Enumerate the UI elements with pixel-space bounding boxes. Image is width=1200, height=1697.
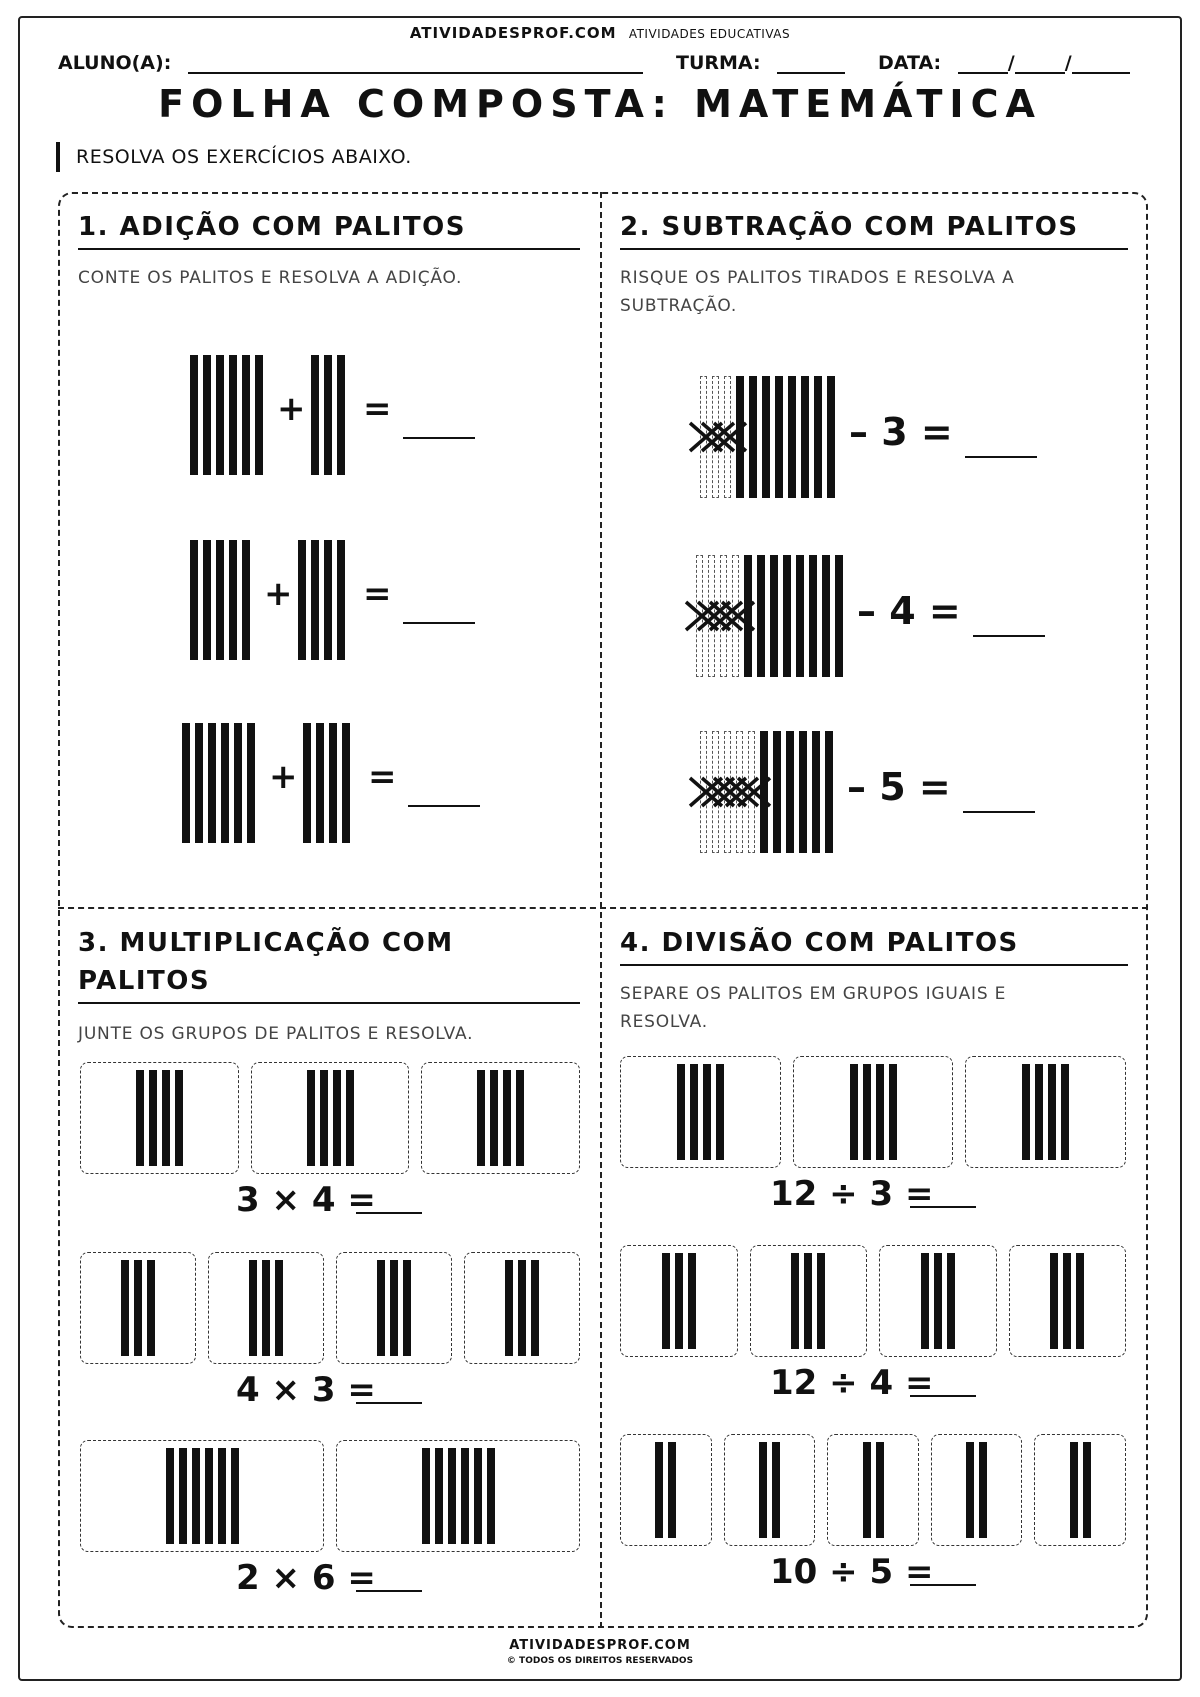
answer-line[interactable] [356, 1590, 422, 1592]
stick-group-box [931, 1434, 1023, 1546]
stick [190, 540, 198, 660]
aluno-line[interactable] [188, 54, 643, 74]
stick [166, 1448, 174, 1544]
stick [762, 376, 770, 498]
stick [516, 1070, 524, 1166]
division-expression: 12 ÷ 3 = [770, 1174, 934, 1214]
stick [503, 1070, 511, 1166]
stick [677, 1064, 685, 1160]
stick [320, 1070, 328, 1166]
division-expression: 12 ÷ 4 = [770, 1363, 934, 1403]
site-header [0, 24, 1200, 42]
stick [703, 1064, 711, 1160]
stick [203, 355, 211, 475]
stick [1063, 1253, 1071, 1349]
stick [1061, 1064, 1069, 1160]
stick [179, 1448, 187, 1544]
plus-sign: + [277, 389, 306, 429]
stick [307, 1070, 315, 1166]
stick [229, 540, 237, 660]
answer-line[interactable] [403, 437, 475, 439]
stick [822, 555, 830, 677]
answer-line[interactable] [403, 622, 475, 624]
stick [461, 1448, 469, 1544]
stick [531, 1260, 539, 1356]
stick [216, 540, 224, 660]
stick-group-box [336, 1440, 580, 1552]
stick [208, 723, 216, 843]
cross-marks [690, 772, 770, 812]
stick [275, 1260, 283, 1356]
answer-line[interactable] [963, 811, 1035, 813]
month-line[interactable] [1015, 54, 1065, 74]
stick-group-box [724, 1434, 816, 1546]
stick [329, 723, 337, 843]
day-line[interactable] [958, 54, 1008, 74]
stick [921, 1253, 929, 1349]
answer-line[interactable] [910, 1584, 976, 1586]
stick [786, 731, 794, 853]
stick [655, 1442, 663, 1538]
subtraction-expression: – 3 = [849, 410, 953, 454]
stick [876, 1442, 884, 1538]
stick [255, 355, 263, 475]
stick [234, 723, 242, 843]
stick [505, 1260, 513, 1356]
stick [690, 1064, 698, 1160]
stick [889, 1064, 897, 1160]
stick [1048, 1064, 1056, 1160]
stick [850, 1064, 858, 1160]
stick [1022, 1064, 1030, 1160]
stick [804, 1253, 812, 1349]
aluno-label: ALUNO(A): [58, 52, 172, 74]
stick-group-box [620, 1434, 712, 1546]
stick [390, 1260, 398, 1356]
stick [518, 1260, 526, 1356]
date-sep: / [1064, 52, 1072, 74]
stick [242, 540, 250, 660]
stick [477, 1070, 485, 1166]
stick [979, 1442, 987, 1538]
aluno-field[interactable] [58, 52, 643, 74]
stick [799, 731, 807, 853]
answer-line[interactable] [973, 635, 1045, 637]
section-4-instruction: SEPARE OS PALITOS EM GRUPOS IGUAIS E RESOLVA. [620, 984, 1007, 1032]
vertical-divider [600, 192, 602, 1628]
stick-group-box [251, 1062, 410, 1174]
stick-group-box [1034, 1434, 1126, 1546]
multiplication-expression: 3 × 4 = [236, 1180, 376, 1220]
stick [796, 555, 804, 677]
stick [770, 555, 778, 677]
stick [316, 723, 324, 843]
stick [675, 1253, 683, 1349]
answer-line[interactable] [408, 805, 480, 807]
stick [324, 355, 332, 475]
section-2-instruction: RISQUE OS PALITOS TIRADOS E RESOLVA A SUBTRAÇÃO. [620, 268, 1015, 316]
stick [221, 723, 229, 843]
stick [403, 1260, 411, 1356]
horizontal-divider [58, 907, 1148, 909]
stick [668, 1442, 676, 1538]
stick [203, 540, 211, 660]
plus-sign: + [269, 757, 298, 797]
stick [242, 355, 250, 475]
stick-group-box [421, 1062, 580, 1174]
division-expression: 10 ÷ 5 = [770, 1552, 934, 1592]
stick [716, 1064, 724, 1160]
answer-line[interactable] [356, 1212, 422, 1214]
answer-line[interactable] [965, 456, 1037, 458]
answer-line[interactable] [356, 1402, 422, 1404]
stick [346, 1070, 354, 1166]
equals-sign: = [363, 574, 392, 614]
stick [1050, 1253, 1058, 1349]
footer-rights: © TODOS OS DIREITOS RESERVADOS [506, 1656, 694, 1666]
stick [1083, 1442, 1091, 1538]
stick [311, 355, 319, 475]
stick [863, 1442, 871, 1538]
stick [342, 723, 350, 843]
turma-field[interactable] [676, 52, 845, 74]
answer-line[interactable] [910, 1206, 976, 1208]
stick [775, 376, 783, 498]
cross-marks [690, 417, 746, 457]
stick [182, 723, 190, 843]
stick [337, 540, 345, 660]
subtraction-expression: – 5 = [847, 765, 951, 809]
stick [487, 1448, 495, 1544]
stick [136, 1070, 144, 1166]
stick [175, 1070, 183, 1166]
stick [825, 731, 833, 853]
section-1-instruction: CONTE OS PALITOS E RESOLVA A ADIÇÃO. [78, 268, 463, 288]
stick [791, 1253, 799, 1349]
section-3-instruction: JUNTE OS GRUPOS DE PALITOS E RESOLVA. [78, 1024, 474, 1044]
stick [337, 355, 345, 475]
stick-group-box [965, 1056, 1126, 1168]
data-label: DATA: [878, 52, 942, 74]
site-name: ATIVIDADESPROF.COM [409, 24, 617, 42]
stick [231, 1448, 239, 1544]
stick [298, 540, 306, 660]
stick [812, 731, 820, 853]
stick [192, 1448, 200, 1544]
stick [333, 1070, 341, 1166]
date-sep: / [1007, 52, 1015, 74]
stick [134, 1260, 142, 1356]
year-line[interactable] [1072, 54, 1130, 74]
cross-marks [686, 596, 754, 636]
subtraction-expression: – 4 = [857, 589, 961, 633]
stick [205, 1448, 213, 1544]
equals-sign: = [363, 389, 392, 429]
stick [788, 376, 796, 498]
footer-site: ATIVIDADESPROF.COM [509, 1638, 691, 1653]
stick [474, 1448, 482, 1544]
stick-group-box [827, 1434, 919, 1546]
page-title: FOLHA COMPOSTA: MATEMÁTICA [158, 82, 1042, 126]
stick [490, 1070, 498, 1166]
data-field[interactable] [878, 52, 1130, 74]
stick [303, 723, 311, 843]
plus-sign: + [264, 574, 293, 614]
stick [229, 355, 237, 475]
section-2-title: 2. SUBTRAÇÃO COM PALITOS [620, 208, 1128, 250]
stick [817, 1253, 825, 1349]
stick [216, 355, 224, 475]
stick [195, 723, 203, 843]
stick [218, 1448, 226, 1544]
stick-group-box [793, 1056, 954, 1168]
answer-line[interactable] [910, 1395, 976, 1397]
stick [966, 1442, 974, 1538]
stick [190, 355, 198, 475]
stick-group-box [620, 1056, 781, 1168]
stick [149, 1070, 157, 1166]
stick [814, 376, 822, 498]
turma-line[interactable] [777, 54, 845, 74]
main-instruction: RESOLVA OS EXERCÍCIOS ABAIXO. [56, 142, 412, 172]
section-3-title-line2: PALITOS [78, 966, 211, 996]
stick [947, 1253, 955, 1349]
stick [863, 1064, 871, 1160]
stick [827, 376, 835, 498]
stick [783, 555, 791, 677]
section-3-title-line1: 3. MULTIPLICAÇÃO COM [78, 928, 454, 958]
stick-group-box [80, 1440, 324, 1552]
stick [147, 1260, 155, 1356]
stick [422, 1448, 430, 1544]
stick [1035, 1064, 1043, 1160]
section-3-title [78, 924, 580, 1004]
stick-group-box [80, 1062, 239, 1174]
stick [801, 376, 809, 498]
stick [262, 1260, 270, 1356]
equals-sign: = [368, 757, 397, 797]
stick [773, 731, 781, 853]
stick [311, 540, 319, 660]
section-1-title: 1. ADIÇÃO COM PALITOS [78, 208, 580, 250]
stick [688, 1253, 696, 1349]
stick [759, 1442, 767, 1538]
stick [757, 555, 765, 677]
stick [121, 1260, 129, 1356]
multiplication-expression: 4 × 3 = [236, 1370, 376, 1410]
multiplication-expression: 2 × 6 = [236, 1558, 376, 1598]
stick [749, 376, 757, 498]
stick [662, 1253, 670, 1349]
stick [247, 723, 255, 843]
section-4-title: 4. DIVISÃO COM PALITOS [620, 924, 1128, 966]
site-subtitle: ATIVIDADES EDUCATIVAS [628, 27, 791, 41]
turma-label: TURMA: [676, 52, 761, 74]
stick [835, 555, 843, 677]
stick [324, 540, 332, 660]
stick [249, 1260, 257, 1356]
stick [809, 555, 817, 677]
stick [876, 1064, 884, 1160]
stick [772, 1442, 780, 1538]
stick [1070, 1442, 1078, 1538]
stick [448, 1448, 456, 1544]
stick [435, 1448, 443, 1544]
stick [377, 1260, 385, 1356]
stick [1076, 1253, 1084, 1349]
stick [934, 1253, 942, 1349]
stick [162, 1070, 170, 1166]
